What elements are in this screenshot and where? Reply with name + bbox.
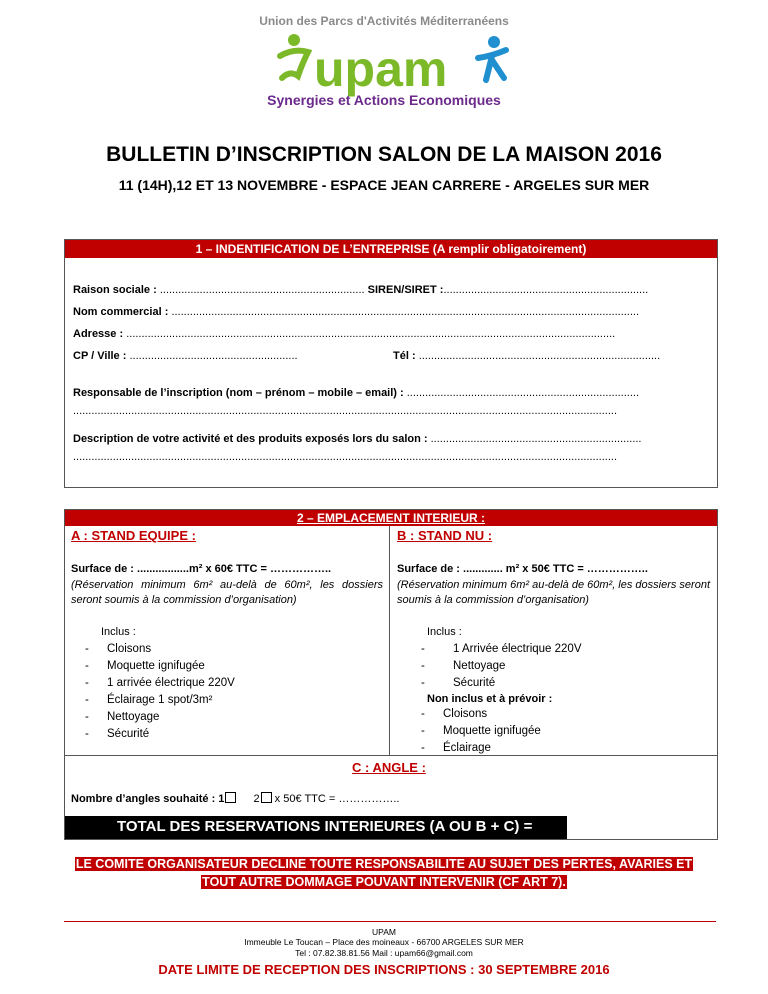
raison-sociale-label: Raison sociale : [73, 284, 157, 296]
section-emplacement-heading: 2 – EMPLACEMENT INTERIEUR : [65, 510, 717, 526]
nom-commercial-field[interactable] [73, 306, 713, 318]
section-identification [64, 239, 718, 488]
tel-field[interactable] [393, 350, 711, 362]
adresse-label: Adresse : [73, 328, 124, 340]
list-item: - Cloisons [421, 706, 541, 723]
responsable-dots-line2[interactable]: .................................................................................................................................................................................. [73, 405, 617, 417]
list-item: - 1 Arrivée électrique 220V [421, 641, 582, 658]
list-item: - Sécurité [85, 726, 235, 743]
stand-equipe-note: (Réservation minimum 6m² au-delà de 60m², les dossiers seront soumis à la commission d’organisation) [71, 579, 383, 606]
angle-option-2: 2 [253, 793, 260, 805]
description-label: Description de votre activité et des produits exposés lors du salon : [73, 433, 428, 445]
list-item: - Nettoyage [85, 709, 235, 726]
list-item: - Sécurité [421, 675, 582, 692]
angle-label: Nombre d’angles souhaité : 1 [71, 793, 225, 805]
stand-equipe-title: A : STAND EQUIPE : [71, 528, 196, 543]
total-value-field[interactable] [567, 816, 717, 839]
responsable-field[interactable] [73, 387, 713, 399]
tel-dots: ............................................................................... [418, 350, 661, 362]
footer-deadline: DATE LIMITE DE RECEPTION DES INSCRIPTIONS : 30 SEPTEMBRE 2016 [158, 962, 610, 977]
stand-nu-surface[interactable]: Surface de : ............. m² x 50€ TTC = …………….. [397, 563, 648, 575]
nom-commercial-label: Nom commercial : [73, 306, 169, 318]
list-item: - 1 arrivée électrique 220V [85, 675, 235, 692]
total-label: TOTAL DES RESERVATIONS INTERIEURES (A OU B + C) = [117, 818, 533, 835]
column-divider [389, 526, 390, 755]
page-subtitle: 11 (14H),12 ET 13 NOVEMBRE - ESPACE JEAN CARRERE - ARGELES SUR MER [118, 177, 650, 193]
adresse-field[interactable] [73, 328, 713, 340]
raison-sociale-field[interactable] [73, 284, 713, 296]
cp-ville-label: CP / Ville : [73, 350, 127, 362]
logo-tagline-top: Union des Parcs d'Activités Méditerranéens [259, 14, 509, 28]
list-item: - Cloisons [85, 641, 235, 658]
stand-nu-note: (Réservation minimum 6m² au-delà de 60m², les dossiers seront soumis à la commission d’organisation) [397, 579, 711, 606]
cp-ville-dots: ....................................................... [129, 350, 298, 362]
stand-nu-title: B : STAND NU : [397, 528, 493, 543]
angle-field [71, 792, 399, 805]
nom-commercial-dots: ......................................................................................................................................................... [171, 306, 640, 318]
stand-nu-inclus-label: Inclus : [427, 626, 462, 638]
siren-label: SIREN/SIRET : [367, 284, 444, 296]
liability-notice [0, 855, 768, 891]
section-identification-heading: 1 – INDENTIFICATION DE L’ENTREPRISE (A remplir obligatoirement) [65, 240, 717, 258]
footer-org: UPAM [372, 927, 396, 937]
stand-nu-non-inclus-list [421, 706, 541, 757]
description-field[interactable] [73, 433, 713, 445]
angle-price: x 50€ TTC = …………….. [274, 793, 400, 805]
logo-wordmark: upam [314, 41, 448, 97]
liability-notice-line1: LE COMITE ORGANISATEUR DECLINE TOUTE RESPONSABILITE AU SUJET DES PERTES, AVARIES ET [75, 857, 693, 871]
list-item: - Nettoyage [421, 658, 582, 675]
page-title: BULLETIN D’INSCRIPTION SALON DE LA MAISON 2016 [106, 143, 662, 166]
description-dots-line2[interactable]: .................................................................................................................................................................................. [73, 451, 617, 463]
description-dots: ..................................................................... [430, 433, 642, 445]
angle-checkbox-2[interactable] [261, 792, 272, 803]
angle-checkbox-1[interactable] [225, 792, 236, 803]
logo-tagline-bottom: Synergies et Actions Economiques [267, 92, 501, 108]
stand-nu-inclus-list [421, 641, 582, 692]
responsable-dots: ............................................................................ [406, 387, 640, 399]
stand-equipe-inclus-label: Inclus : [101, 626, 136, 638]
cp-ville-field[interactable] [73, 350, 353, 362]
stand-nu-non-inclus-label: Non inclus et à prévoir : [427, 693, 553, 705]
list-item: - Moquette ignifugée [85, 658, 235, 675]
angle-title: C : ANGLE : [352, 760, 426, 775]
angle-divider [65, 755, 717, 756]
total-row [65, 816, 567, 839]
list-item: - Moquette ignifugée [421, 723, 541, 740]
footer-divider [64, 921, 716, 922]
list-item: - Éclairage [421, 740, 541, 757]
stand-equipe-surface[interactable]: Surface de : .................m² x 60€ TTC = …………….. [71, 563, 332, 575]
liability-notice-line2: TOUT AUTRE DOMMAGE POUVANT INTERVENIR (CF ART 7). [202, 875, 566, 889]
footer-contact: Tel : 07.82.38.81.56 Mail : upam66@gmail.com [295, 948, 473, 958]
list-item: - Éclairage 1 spot/3m² [85, 692, 235, 709]
footer-address: Immeuble Le Toucan – Place des moineaux - 66700 ARGELES SUR MER [244, 937, 524, 947]
siren-dots: ................................................................... [443, 284, 649, 296]
responsable-label: Responsable de l’inscription (nom – prénom – mobile – email) : [73, 387, 404, 399]
tel-label: Tél : [393, 350, 416, 362]
section-emplacement [64, 509, 718, 840]
raison-sociale-dots: ................................................................... [159, 284, 365, 296]
adresse-dots: ................................................................................................................................................................ [126, 328, 616, 340]
stand-equipe-inclus-list [85, 641, 235, 743]
